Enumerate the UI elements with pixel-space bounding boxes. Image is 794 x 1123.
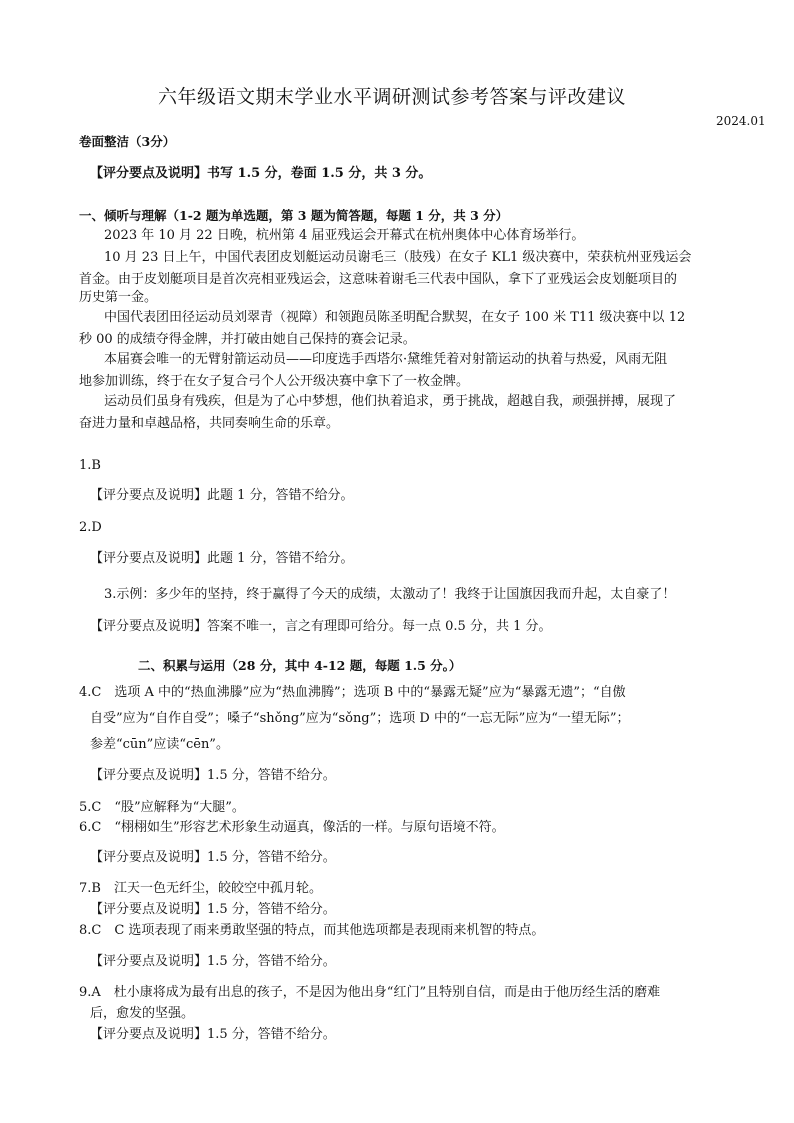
passage-line: 奋进力量和卓越品格，共同奏响生命的乐章。 bbox=[79, 416, 340, 431]
scoring-note-q1: 【评分要点及说明】此题 1 分，答错不给分。 bbox=[90, 488, 354, 503]
passage-line: 历史第一金。 bbox=[79, 290, 158, 305]
answer-q8: 8.C C 选项表现了雨来勇敢坚强的特点，而其他选项都是表现雨来机智的特点。 bbox=[79, 923, 545, 938]
scoring-note-q8: 【评分要点及说明】1.5 分，答错不给分。 bbox=[90, 954, 336, 969]
passage-line: 本届赛会唯一的无臂射箭运动员——印度选手西塔尔·黛维凭着对射箭运动的执着与热爱，风雨无阻 bbox=[104, 352, 668, 367]
section1-heading: 一、倾听与理解（1-2 题为单选题，第 3 题为简答题，每题 1 分，共 3 分） bbox=[79, 208, 509, 223]
passage-line: 首金。由于皮划艇项目是首次亮相亚残运会，这意味着谢毛三代表中国队，拿下了亚残运会皮划艇项目的 bbox=[79, 272, 678, 287]
answer-q9-line: 9.A 杜小康将成为最有出息的孩子，不是因为他出身“红门”且特别自信，而是由于他历经生活的磨难 bbox=[79, 985, 661, 1000]
answer-q4-line: 4.C 选项 A 中的“热血沸滕”应为“热血沸腾”；选项 B 中的“暴露无疑”应为“暴露无遗”；“自傲 bbox=[79, 685, 626, 700]
neatness-note: 【评分要点及说明】书写 1.5 分，卷面 1.5 分，共 3 分。 bbox=[90, 166, 432, 181]
answer-q5: 5.C “股”应解释为“大腿”。 bbox=[79, 800, 245, 815]
answer-q4-line: 自受”应为“自作自受”；嗓子“shǒng”应为“sǒng”；选项 D 中的“一忘无际”应为“一望无际”； bbox=[90, 711, 630, 726]
answer-q3: 3.示例：多少年的坚持，终于赢得了今天的成绩，太激动了！我终于让国旗因我而升起，太自豪了！ bbox=[104, 587, 676, 602]
answer-q9-line: 后，愈发的坚强。 bbox=[90, 1006, 195, 1021]
passage-line: 中国代表团田径运动员刘翠青（视障）和领跑员陈圣明配合默契，在女子 100 米 T11 级决赛中以 12 bbox=[104, 310, 686, 325]
scoring-note-q2: 【评分要点及说明】此题 1 分，答错不给分。 bbox=[90, 551, 354, 566]
document-date: 2024.01 bbox=[716, 114, 766, 128]
passage-line: 2023 年 10 月 22 日晚，杭州第 4 届亚残运会开幕式在杭州奥体中心体育场举行。 bbox=[104, 228, 585, 243]
answer-q7: 7.B 江天一色无纤尘，皎皎空中孤月轮。 bbox=[79, 881, 322, 896]
answer-q6: 6.C “栩栩如生”形容艺术形象生动逼真，像活的一样。与原句语境不符。 bbox=[79, 820, 505, 835]
page-title: 六年级语文期末学业水平调研测试参考答案与评改建议 bbox=[158, 86, 627, 108]
neatness-heading: 卷面整洁（3分） bbox=[79, 134, 176, 149]
scoring-note-q6: 【评分要点及说明】1.5 分，答错不给分。 bbox=[90, 850, 336, 865]
passage-line: 10 月 23 日上午，中国代表团皮划艇运动员谢毛三（肢残）在女子 KL1 级决赛中，荣获杭州亚残运会 bbox=[104, 250, 692, 265]
scoring-note-q3: 【评分要点及说明】答案不唯一，言之有理即可给分。每一点 0.5 分，共 1 分。 bbox=[90, 619, 552, 634]
answer-q1: 1.B bbox=[79, 458, 101, 473]
answer-q2: 2.D bbox=[79, 520, 102, 535]
answer-q4-line: 参差“cūn”应读“cēn”。 bbox=[90, 737, 229, 752]
passage-line: 秒 00 的成绩夺得金牌，并打破由她自己保持的赛会记录。 bbox=[79, 332, 416, 347]
scoring-note-q4: 【评分要点及说明】1.5 分，答错不给分。 bbox=[90, 768, 336, 783]
scoring-note-q9: 【评分要点及说明】1.5 分，答错不给分。 bbox=[90, 1027, 336, 1042]
section2-heading: 二、积累与运用（28 分，其中 4-12 题，每题 1.5 分。） bbox=[138, 658, 462, 673]
passage-line: 地参加训练，终于在女子复合弓个人公开级决赛中拿下了一枚金牌。 bbox=[79, 374, 470, 389]
passage-line: 运动员们虽身有残疾，但是为了心中梦想，他们执着追求，勇于挑战，超越自我，顽强拼搏，展现了 bbox=[104, 394, 677, 409]
scoring-note-q7: 【评分要点及说明】1.5 分，答错不给分。 bbox=[90, 902, 336, 917]
